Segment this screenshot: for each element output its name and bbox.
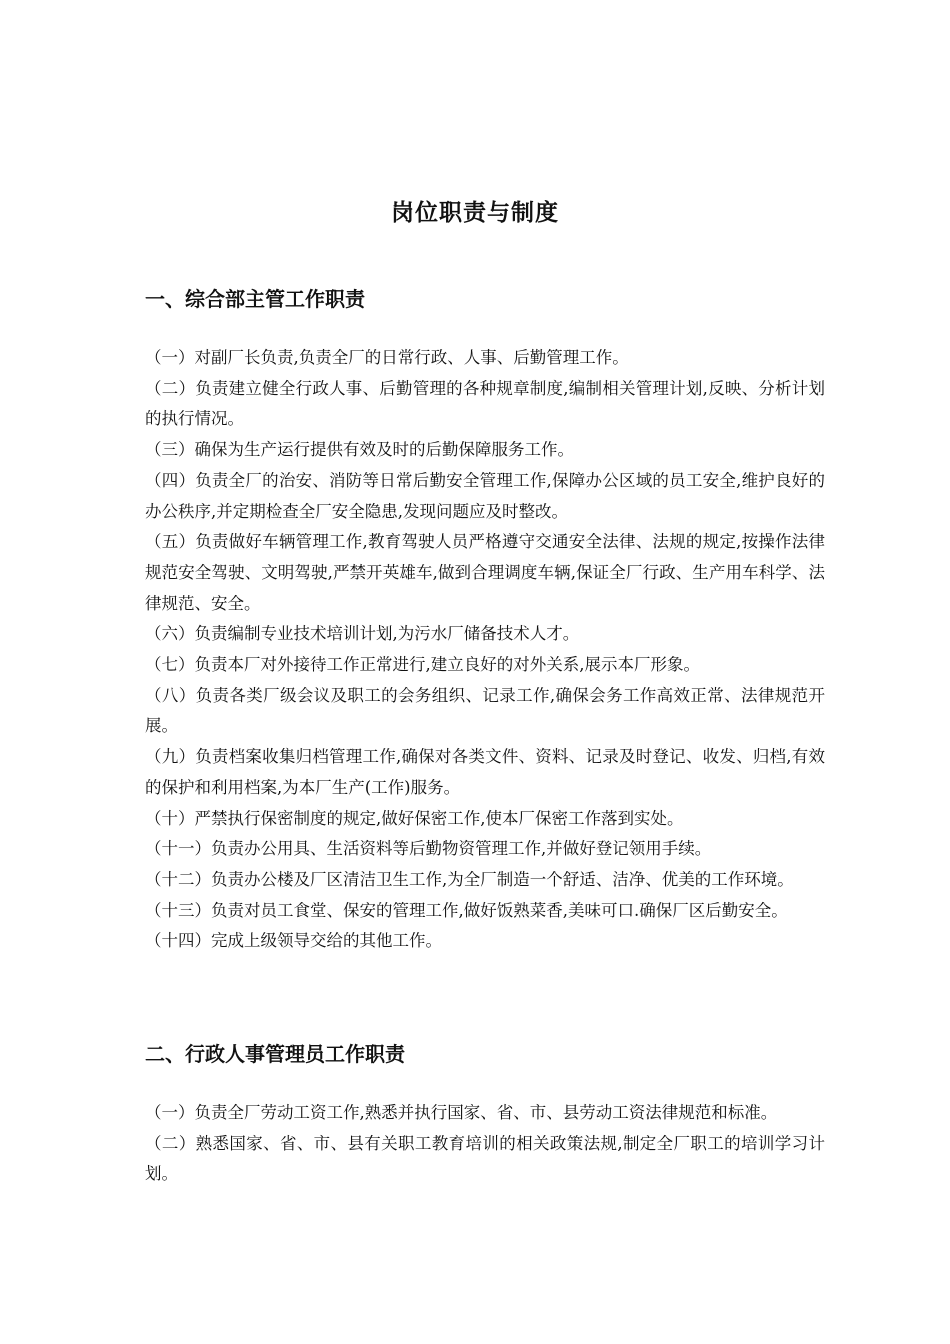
duty-item: （一）对副厂长负责,负责全厂的日常行政、人事、后勤管理工作。 bbox=[145, 348, 629, 367]
document-title: 岗位职责与制度 bbox=[391, 200, 559, 227]
duty-item: （六）负责编制专业技术培训计划,为污水厂储备技术人才。 bbox=[145, 624, 580, 644]
duty-item: （十一）负责办公用具、生活资料等后勤物资管理工作,并做好登记领用手续。 bbox=[145, 839, 712, 859]
duty-item: （八）负责各类厂级会议及职工的会务组织、记录工作,确保会务工作高效正常、法律规范开展。 bbox=[145, 685, 825, 736]
duty-item: （十四）完成上级领导交给的其他工作。 bbox=[145, 931, 442, 951]
duty-list bbox=[145, 1098, 825, 1190]
duty-item: （四）负责全厂的治安、消防等日常后勤安全管理工作,保障办公区域的员工安全,维护良好的办公秩序,并定期检查全厂安全隐患,发现问题应及时整改。 bbox=[145, 470, 825, 521]
duty-item: （七）负责本厂对外接待工作正常进行,建立良好的对外关系,展示本厂形象。 bbox=[145, 655, 700, 675]
duty-item: （一）负责全厂劳动工资工作,熟悉并执行国家、省、市、县劳动工资法律规范和标准。 bbox=[145, 1103, 778, 1122]
duty-item: （五）负责做好车辆管理工作,教育驾驶人员严格遵守交通安全法律、法规的规定,按操作法律规范安全驾驶、文明驾驶,严禁开英雄车,做到合理调度车辆,保证全厂行政、生产用车科学、法律规范、安全。 bbox=[145, 532, 825, 613]
duty-item: （九）负责档案收集归档管理工作,确保对各类文件、资料、记录及时登记、收发、归档,有效的保护和利用档案,为本厂生产(工作)服务。 bbox=[145, 747, 825, 797]
section-general-supervisor-duties bbox=[145, 283, 825, 957]
duty-item: （二）熟悉国家、省、市、县有关职工教育培训的相关政策法规,制定全厂职工的培训学习计划。 bbox=[145, 1133, 825, 1184]
duty-item: （十二）负责办公楼及厂区清洁卫生工作,为全厂制造一个舒适、洁净、优美的工作环境。 bbox=[145, 869, 794, 889]
duty-item: （三）确保为生产运行提供有效及时的后勤保障服务工作。 bbox=[145, 440, 574, 460]
duty-list bbox=[145, 343, 825, 957]
duty-item: （十三）负责对员工食堂、保安的管理工作,做好饭熟菜香,美味可口.确保厂区后勤安全。 bbox=[145, 900, 788, 920]
section-heading: 二、行政人事管理员工作职责 bbox=[145, 1042, 405, 1066]
section-heading: 一、综合部主管工作职责 bbox=[145, 287, 365, 311]
duty-item: （二）负责建立健全行政人事、后勤管理的各种规章制度,编制相关管理计划,反映、分析计划的执行情况。 bbox=[145, 378, 825, 429]
duty-item: （十）严禁执行保密制度的规定,做好保密工作,使本厂保密工作落到实处。 bbox=[145, 808, 684, 828]
section-admin-hr-duties bbox=[145, 1038, 825, 1190]
